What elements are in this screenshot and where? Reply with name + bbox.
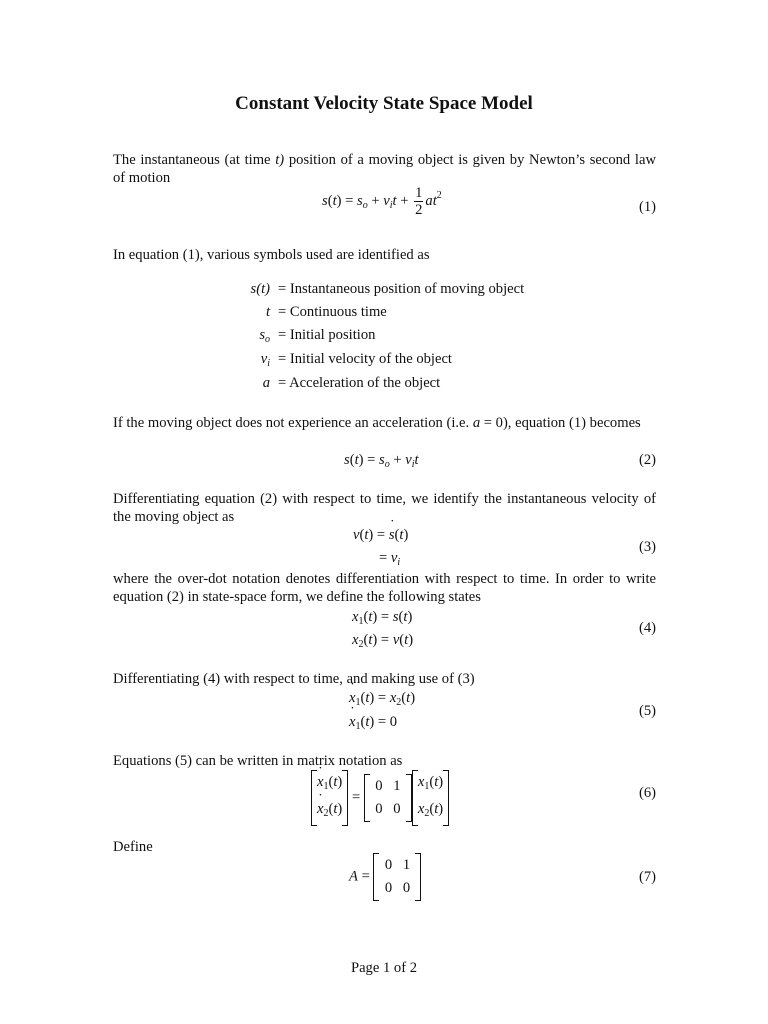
equation-number-4: (4)	[638, 620, 656, 636]
page-footer: Page 1 of 2	[350, 960, 418, 976]
symbol-definition: = Initial velocity of the object	[278, 351, 452, 367]
equation-number-6: (6)	[638, 785, 656, 801]
symbol-definition: = Initial position	[278, 327, 376, 343]
symbol-row: a = Acceleration of the object	[262, 375, 441, 391]
intro-paragraph: The instantaneous (at time t) position of a moving object is given by Newton’s second law of motion	[113, 152, 656, 186]
page-title: Constant Velocity State Space Model	[235, 93, 533, 114]
system-matrix: 0 1 0 0	[364, 774, 412, 822]
symbol-row: s(t) = Instantaneous position of moving object	[250, 281, 525, 297]
matrix-paragraph: Equations (5) can be written in matrix notation as	[113, 753, 403, 769]
equation-3-line-2: = $v_i$	[379, 550, 401, 568]
differentiation-4-paragraph: Differentiating (4) with respect to time, and making use of (3)	[113, 671, 475, 687]
symbol-definition: = Acceleration of the object	[278, 375, 441, 391]
equation-4-line-1: $x_1(t) = s(t)$	[352, 609, 413, 627]
equation-4-line-2: $x_2(t) = v(t)$	[352, 632, 414, 650]
equation-number-5: (5)	[638, 703, 656, 719]
equation-1: $s(t) = s_o + v_it$ + $\frac{1}{2}$ $at^2$	[322, 185, 442, 218]
equation-6: x $˙_1(t)$ x $˙_2(t)$ = 0 1 0 0 $x_1(t)$ $x_2(t)$	[311, 770, 449, 826]
equation-2: $s(t) = s_o + v_it$	[344, 452, 419, 470]
differentiation-paragraph: Differentiating equation (2) with respect to time, we identify the instantaneous velocity of the moving object as	[113, 491, 656, 525]
overdot-paragraph: where the over-dot notation denotes differentiation with respect to time. In order to write equation (2) in state-space form, we define the following states	[113, 571, 656, 605]
equation-5-line-1: x $˙_1(t) = x_2(t)$	[349, 690, 415, 708]
equation-number-2: (2)	[638, 452, 656, 468]
equation-7: A = 0 1 0 0	[349, 853, 421, 901]
symbol-row: t = Continuous time	[265, 304, 387, 320]
symbol-row: $s_o$ = Initial position	[259, 327, 376, 345]
equation-number-3: (3)	[638, 539, 656, 555]
symbol-definition: = Continuous time	[278, 304, 387, 320]
equation-3: v(t) = s ˙(t)	[353, 527, 408, 544]
equation-5-line-2: x $˙_1(t) = 0$	[349, 714, 397, 732]
define-label: Define	[113, 839, 153, 855]
equation-number-1: (1)	[638, 199, 656, 215]
state-vector: $x_1(t)$ $x_2(t)$	[412, 770, 449, 826]
equation-number-7: (7)	[638, 869, 656, 885]
no-acceleration-paragraph: If the moving object does not experience an acceleration (i.e. a = 0), equation (1) becomes	[113, 415, 641, 431]
symbol-definition: = Instantaneous position of moving object	[278, 281, 525, 297]
matrix-a: 0 1 0 0	[373, 853, 421, 901]
symbol-row: $v_i$ = Initial velocity of the object	[260, 351, 452, 369]
state-derivative-vector: x $˙_1(t)$ x $˙_2(t)$	[311, 770, 348, 826]
symbols-intro: In equation (1), various symbols used are identified as	[113, 247, 430, 263]
